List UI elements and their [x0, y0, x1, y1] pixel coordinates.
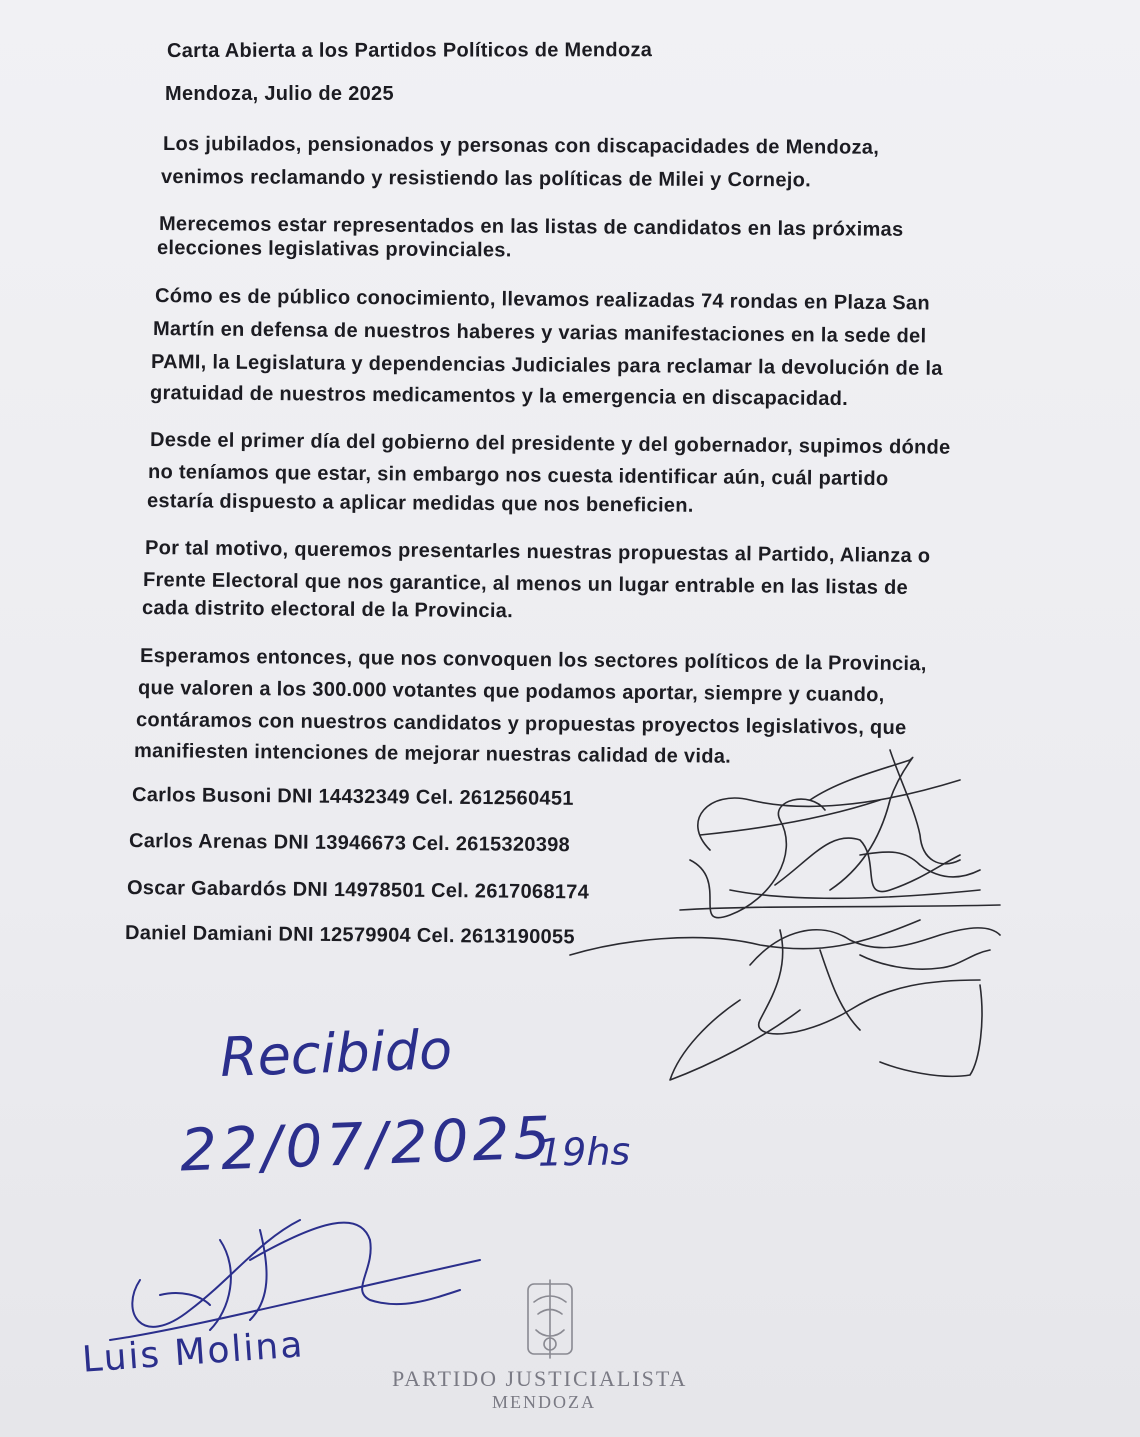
signatory-4: Daniel Damiani DNI 12579904 Cel. 2613190055 [124, 922, 575, 949]
paragraph-3-line-2: Martín en defensa de nuestros haberes y varias manifestaciones en la sede del [152, 318, 927, 348]
paragraph-6-line-4: manifiesten intenciones de mejorar nuestras calidad de vida. [133, 740, 732, 768]
paragraph-2-line-1: Merecemos estar representados en las listas de candidatos en las próximas [158, 213, 904, 241]
paragraph-1-line-1: Los jubilados, pensionados y personas con discapacidades de Mendoza, [162, 133, 880, 159]
paragraph-3-line-4: gratuidad de nuestros medicamentos y la emergencia en discapacidad. [149, 382, 849, 411]
paragraph-6-line-3: contáramos con nuestros candidatos y propuestas proyectos legislativos, que [135, 709, 907, 740]
paragraph-4-line-3: estaría dispuesto a aplicar medidas que nos beneficien. [146, 490, 694, 517]
paragraph-6-line-2: que valoren a los 300.000 votantes que podamos aportar, siempre y cuando, [137, 677, 885, 707]
received-label: Recibido [218, 1017, 454, 1090]
paragraph-1-line-2: venimos reclamando y resistiendo las políticas de Milei y Cornejo. [160, 166, 812, 192]
stamp-line-1: PARTIDO JUSTICIALISTA [392, 1366, 688, 1391]
received-time: 19hs [537, 1129, 631, 1175]
stamp-line-2: MENDOZA [492, 1392, 596, 1412]
signatory-2: Carlos Arenas DNI 13946673 Cel. 2615320398 [128, 830, 571, 857]
signatory-1: Carlos Busoni DNI 14432349 Cel. 2612560451 [131, 784, 574, 810]
paragraph-5-line-2: Frente Electoral que nos garantice, al menos un lugar entrable en las listas de [142, 569, 909, 600]
signatory-3: Oscar Gabardós DNI 14978501 Cel. 2617068174 [126, 877, 590, 904]
paragraph-2-line-2: elecciones legislativas provinciales. [156, 237, 512, 262]
paragraph-4-line-1: Desde el primer día del gobierno del presidente y del gobernador, supimos dónde [149, 429, 951, 459]
date-line: Mendoza, Julio de 2025 [165, 83, 394, 105]
signatures-cluster [560, 740, 1020, 1100]
paragraph-5-line-3: cada distrito electoral de la Provincia. [141, 597, 514, 623]
received-date: 22/07/2025 [178, 1103, 556, 1185]
paragraph-3-line-3: PAMI, la Legislatura y dependencias Judiciales para reclamar la devolución de la [150, 351, 943, 380]
paragraph-4-line-2: no teníamos que estar, sin embargo nos cuesta identificar aún, cuál partido [147, 461, 889, 491]
paragraph-5-line-1: Por tal motivo, queremos presentarles nuestras propuestas al Partido, Alianza o [144, 537, 931, 568]
party-emblem-icon [520, 1272, 580, 1364]
receiver-name: Luis Molina [80, 1324, 306, 1381]
paragraph-3-line-1: Cómo es de público conocimiento, llevamos realizadas 74 rondas en Plaza San [154, 285, 931, 315]
paragraph-6-line-1: Esperamos entonces, que nos convoquen los sectores políticos de la Provincia, [139, 645, 927, 676]
letter-title: Carta Abierta a los Partidos Políticos de Mendoza [166, 39, 653, 62]
